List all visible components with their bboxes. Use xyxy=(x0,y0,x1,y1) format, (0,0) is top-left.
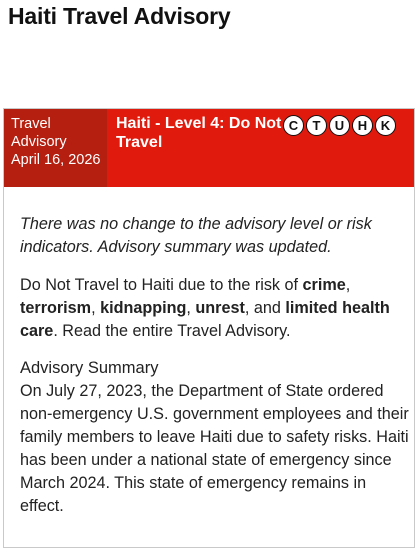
summary-intro: Do Not Travel to Haiti due to the risk of xyxy=(20,276,299,294)
update-note: There was no change to the advisory level or risk indicators. Advisory summary was updated. xyxy=(20,215,372,256)
risk-crime: crime xyxy=(302,276,346,294)
advisory-level: Haiti - Level 4: Do Not Travel xyxy=(116,115,282,151)
indicator-u-icon[interactable]: U xyxy=(329,115,350,136)
risk-indicators xyxy=(283,115,396,136)
advisory-banner xyxy=(4,109,414,187)
indicator-t-icon[interactable]: T xyxy=(306,115,327,136)
advisory-body xyxy=(20,213,410,518)
risk-unrest: unrest xyxy=(195,299,245,317)
indicator-h-icon[interactable]: H xyxy=(352,115,373,136)
summary-outro: . Read the entire Travel Advisory. xyxy=(53,322,291,340)
risk-limited-health-care: limited health care xyxy=(20,299,390,340)
advisory-label: Travel Advisory xyxy=(11,116,67,150)
page-title: Haiti Travel Advisory xyxy=(8,3,231,29)
separator: , xyxy=(91,299,101,317)
indicator-c-icon[interactable]: C xyxy=(283,115,304,136)
risk-kidnapping: kidnapping xyxy=(100,299,187,317)
advisory-date-panel xyxy=(4,109,107,187)
risk-terrorism: terrorism xyxy=(20,299,92,317)
advisory-summary-line xyxy=(20,274,410,343)
separator: , and xyxy=(244,299,286,317)
indicator-k-icon[interactable]: K xyxy=(375,115,396,136)
advisory-date: April 16, 2026 xyxy=(11,152,101,168)
separator: , xyxy=(186,299,196,317)
separator: , xyxy=(345,276,351,294)
advisory-summary-heading: Advisory Summary xyxy=(20,359,159,377)
advisory-card xyxy=(3,108,415,548)
advisory-summary-text: On July 27, 2023, the Department of State ordered non-emergency U.S. government employees and their family members to leave Haiti due to safety risks. Haiti has been under a national state of emergency since March 2024. This state of emergency remains in effect. xyxy=(20,382,409,515)
